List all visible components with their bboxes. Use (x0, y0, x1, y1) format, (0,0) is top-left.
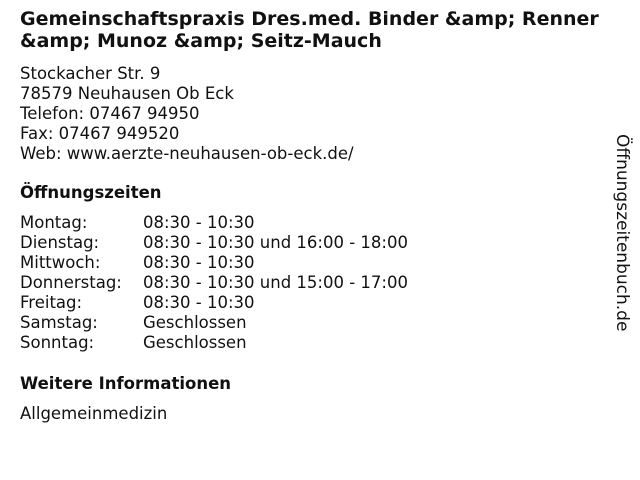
address-block (20, 64, 354, 164)
hours-row-wednesday (20, 253, 408, 273)
website-link[interactable]: Web: www.aerzte-neuhausen-ob-eck.de/ (20, 144, 354, 163)
opening-hours-table (20, 213, 408, 353)
hours-row-monday (20, 213, 408, 233)
hours-day: Mittwoch: (20, 253, 101, 272)
further-info-heading: Weitere Informationen (20, 374, 232, 393)
hours-day: Donnerstag: (20, 273, 122, 292)
hours-time: 08:30 - 10:30 (143, 253, 255, 272)
further-info-text: Allgemeinmedizin (20, 404, 168, 423)
hours-day: Montag: (20, 213, 88, 232)
hours-row-tuesday (20, 233, 408, 253)
hours-time: 08:30 - 10:30 (143, 213, 255, 232)
hours-time: 08:30 - 10:30 und 16:00 - 18:00 (143, 233, 408, 252)
hours-row-saturday (20, 313, 408, 333)
street-address: Stockacher Str. 9 (20, 64, 161, 83)
hours-day: Sonntag: (20, 333, 95, 352)
hours-time: Geschlossen (143, 313, 247, 332)
hours-time: Geschlossen (143, 333, 247, 352)
hours-row-thursday (20, 273, 408, 293)
hours-day: Samstag: (20, 313, 98, 332)
page-title: Gemeinschaftspraxis Dres.med. Binder &amp; Renner &amp; Munoz &amp; Seitz-Mauch (20, 8, 599, 52)
phone-number: Telefon: 07467 94950 (20, 104, 200, 123)
hours-day: Dienstag: (20, 233, 100, 252)
brand-watermark: Öffnungszeitenbuch.de (612, 134, 632, 332)
hours-day: Freitag: (20, 293, 83, 312)
hours-time: 08:30 - 10:30 (143, 293, 255, 312)
hours-row-sunday (20, 333, 408, 353)
hours-time: 08:30 - 10:30 und 15:00 - 17:00 (143, 273, 408, 292)
city-address: 78579 Neuhausen Ob Eck (20, 84, 234, 103)
fax-number: Fax: 07467 949520 (20, 124, 180, 143)
opening-hours-heading: Öffnungszeiten (20, 183, 162, 202)
hours-row-friday (20, 293, 408, 313)
